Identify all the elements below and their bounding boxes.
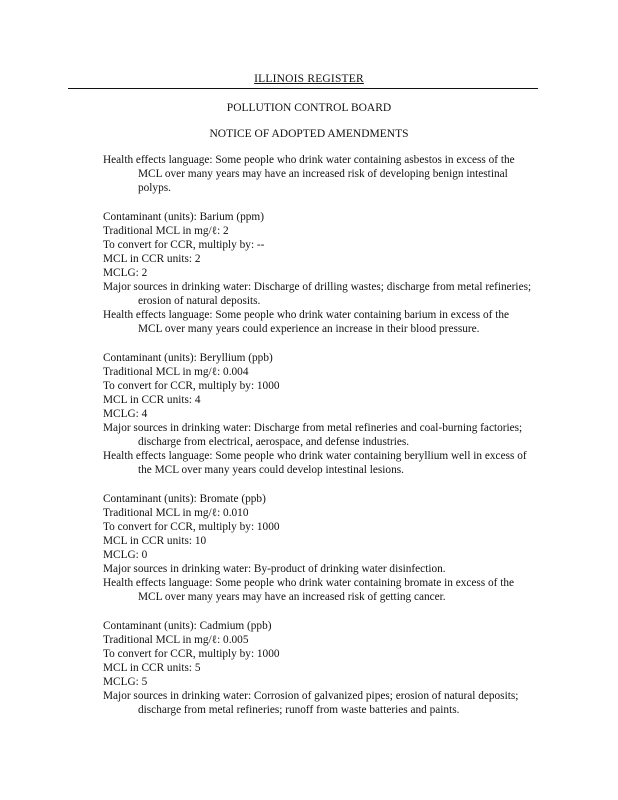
cadmium-traditional-mcl: Traditional MCL in mg/ℓ: 0.005 xyxy=(103,634,249,646)
beryllium-convert: To convert for CCR, multiply by: 1000 xyxy=(103,380,280,392)
barium-traditional-mcl: Traditional MCL in mg/ℓ: 2 xyxy=(103,225,229,237)
bromate-contaminant: Contaminant (units): Bromate (ppb) xyxy=(103,493,266,505)
document-body xyxy=(103,153,533,717)
cadmium-convert: To convert for CCR, multiply by: 1000 xyxy=(103,648,280,660)
barium-mclg: MCLG: 2 xyxy=(103,267,148,279)
bromate-health-effects: Health effects language: Some people who drink water containing bromate in excess of the MCL over many years may have an increased risk of getting cancer. xyxy=(103,577,515,603)
bromate-traditional-mcl: Traditional MCL in mg/ℓ: 0.010 xyxy=(103,507,249,519)
barium-contaminant: Contaminant (units): Barium (ppm) xyxy=(103,211,264,223)
beryllium-mcl-ccr: MCL in CCR units: 4 xyxy=(103,394,201,406)
beryllium-mclg: MCLG: 4 xyxy=(103,408,148,420)
cadmium-mclg: MCLG: 5 xyxy=(103,676,148,688)
asbestos-health-effects: Health effects language: Some people who drink water containing asbestos in excess of the MCL over many years may have an increased risk of developing benign intestinal polyps. xyxy=(103,154,515,194)
bromate-mclg: MCLG: 0 xyxy=(103,549,148,561)
bromate-mcl-ccr: MCL in CCR units: 10 xyxy=(103,535,207,547)
barium-sources: Major sources in drinking water: Discharge of drilling wastes; discharge from metal refineries; erosion of natural deposits. xyxy=(103,281,532,307)
cadmium-mcl-ccr: MCL in CCR units: 5 xyxy=(103,662,201,674)
barium-mcl-ccr: MCL in CCR units: 2 xyxy=(103,253,201,265)
barium-health-effects: Health effects language: Some people who drink water containing barium in excess of the MCL over many years could experience an increase in their blood pressure. xyxy=(103,309,510,335)
barium-convert: To convert for CCR, multiply by: -- xyxy=(103,239,265,251)
board-title: POLLUTION CONTROL BOARD xyxy=(226,102,392,114)
bromate-convert: To convert for CCR, multiply by: 1000 xyxy=(103,521,280,533)
bromate-sources: Major sources in drinking water: By-product of drinking water disinfection. xyxy=(103,563,446,575)
beryllium-contaminant: Contaminant (units): Beryllium (ppb) xyxy=(103,352,273,364)
beryllium-traditional-mcl: Traditional MCL in mg/ℓ: 0.004 xyxy=(103,366,249,378)
beryllium-health-effects: Health effects language: Some people who drink water containing beryllium well in excess of the MCL over many years could develop intestinal lesions. xyxy=(103,450,527,476)
header-rule xyxy=(68,88,538,89)
cadmium-sources: Major sources in drinking water: Corrosion of galvanized pipes; erosion of natural deposits; discharge from metal refineries; runoff from waste batteries and paints. xyxy=(103,690,519,716)
register-title: ILLINOIS REGISTER xyxy=(254,73,364,85)
cadmium-contaminant: Contaminant (units): Cadmium (ppb) xyxy=(103,620,272,632)
notice-title: NOTICE OF ADOPTED AMENDMENTS xyxy=(209,128,409,140)
beryllium-sources: Major sources in drinking water: Discharge from metal refineries and coal-burning factories; discharge from electrical, aerospace, and defense industries. xyxy=(103,422,523,448)
